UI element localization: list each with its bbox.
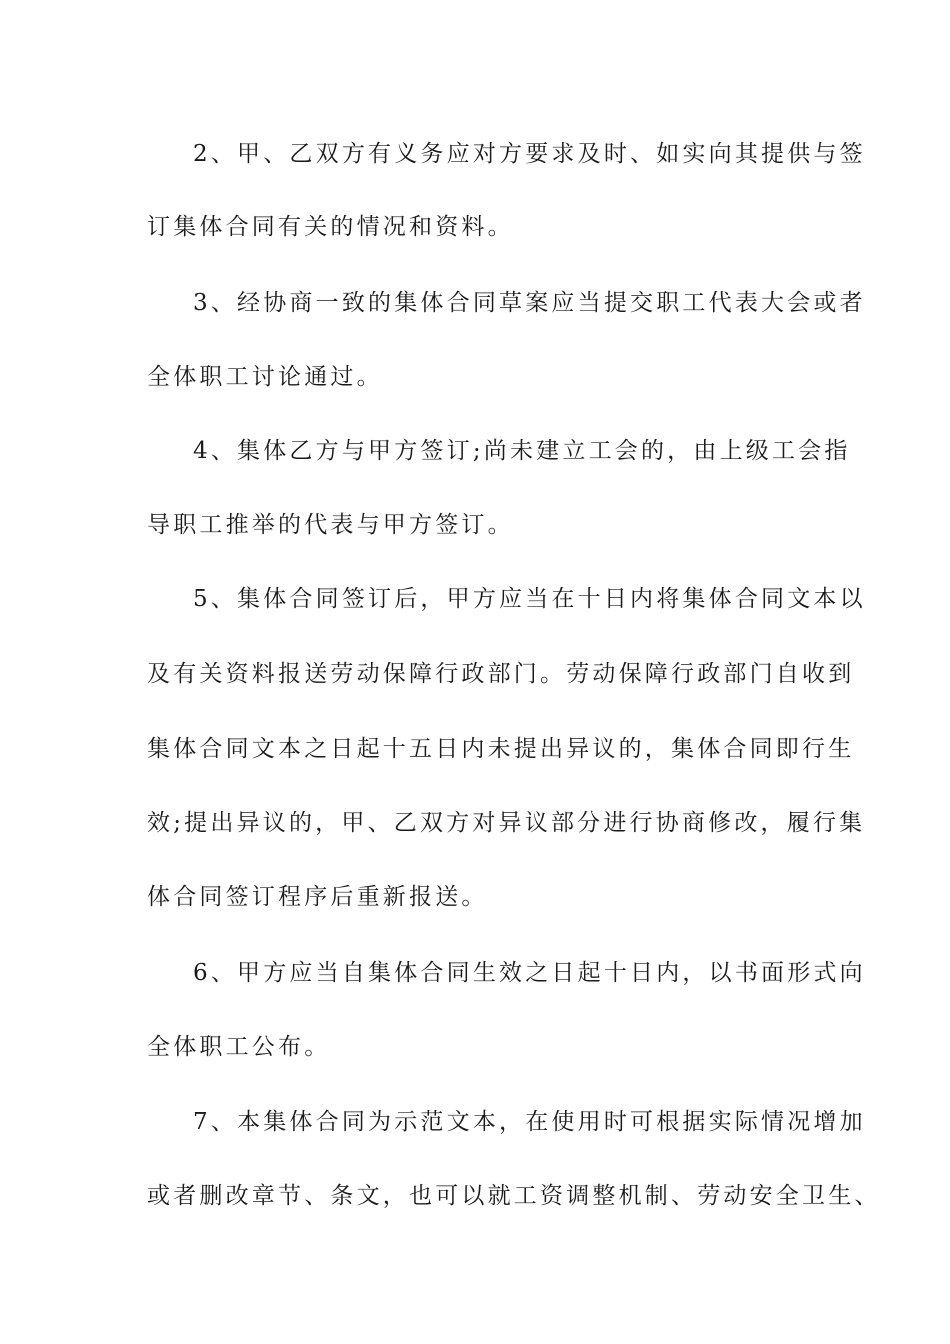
clause-3-line-1: 3、经协商一致的集体合同草案应当提交职工代表大会或者: [193, 290, 866, 316]
clause-2-line-2: 订集体合同有关的情况和资料。: [147, 214, 514, 240]
clause-4-line-2: 导职工推举的代表与甲方签订。: [147, 512, 514, 538]
clause-5-line-1: 5、集体合同签订后，甲方应当在十日内将集体合同文本以: [193, 586, 866, 612]
clause-4-line-1: 4、集体乙方与甲方签订;尚未建立工会的，由上级工会指: [193, 438, 851, 464]
clause-2-line-1: 2、甲、乙双方有义务应对方要求及时、如实向其提供与签: [193, 141, 866, 167]
clause-5-line-2: 及有关资料报送劳动保障行政部门。劳动保障行政部门自收到: [147, 661, 855, 687]
clause-7-line-2: 或者删改章节、条文，也可以就工资调整机制、劳动安全卫生、: [147, 1183, 881, 1209]
clause-3-line-2: 全体职工讨论通过。: [147, 364, 383, 390]
clause-6-line-1: 6、甲方应当自集体合同生效之日起十日内，以书面形式向: [193, 960, 866, 986]
clause-5-line-4: 效;提出异议的，甲、乙双方对异议部分进行协商修改，履行集: [147, 810, 866, 836]
clause-6-line-2: 全体职工公布。: [147, 1034, 331, 1060]
clause-7-line-1: 7、本集体合同为示范文本，在使用时可根据实际情况增加: [193, 1109, 866, 1135]
clause-5-line-3: 集体合同文本之日起十五日内未提出异议的，集体合同即行生: [147, 736, 855, 762]
clause-5-line-5: 体合同签订程序后重新报送。: [147, 884, 488, 910]
